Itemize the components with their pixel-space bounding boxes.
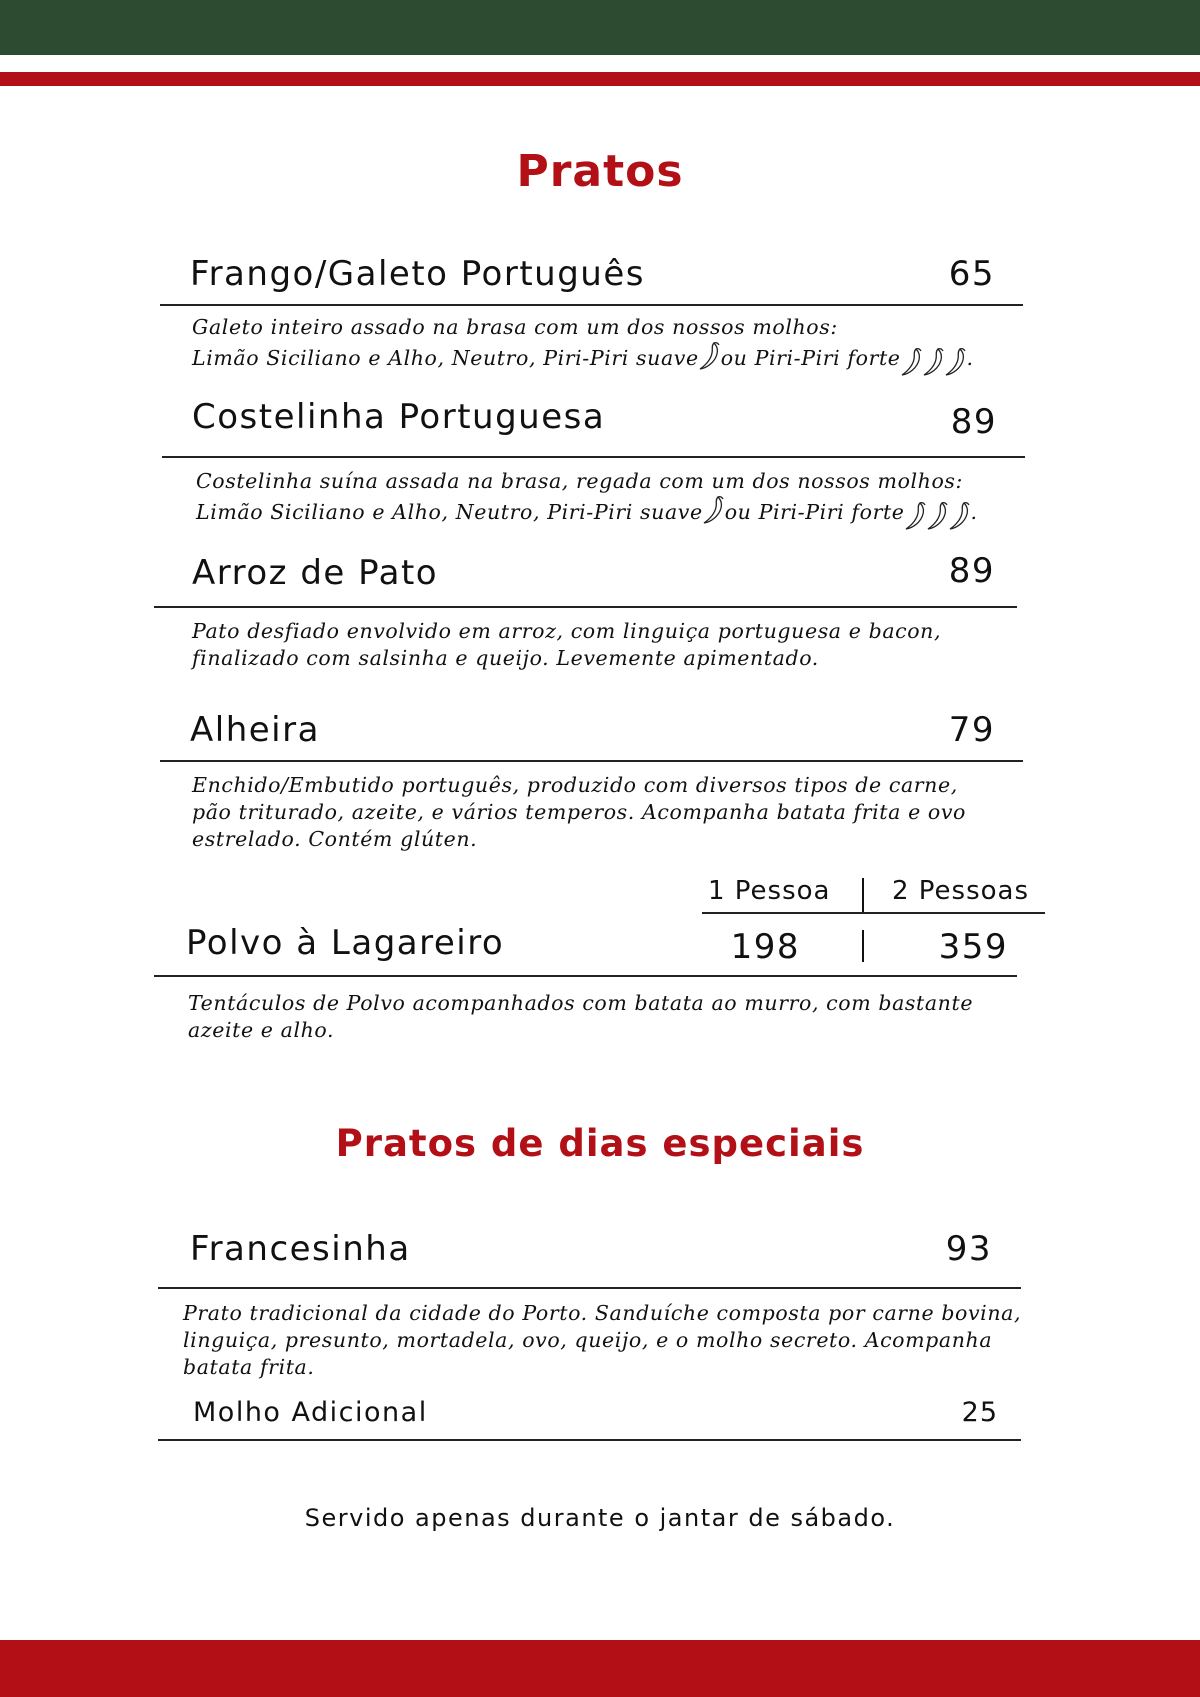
description-line: azeite e alho. bbox=[188, 1018, 335, 1042]
dish-divider bbox=[158, 1287, 1021, 1289]
dish-name-costelinha: Costelinha Portuguesa bbox=[192, 397, 606, 437]
description-text: . bbox=[970, 500, 978, 524]
description-line: pão triturado, azeite, e vários temperos. Acompanha batata frita e ovo bbox=[192, 800, 966, 824]
dish-name-frango: Frango/Galeto Português bbox=[190, 254, 645, 294]
section-title-especiais: Pratos de dias especiais bbox=[335, 1122, 865, 1165]
dish-description-alheira bbox=[192, 772, 966, 853]
description-text: . bbox=[966, 346, 974, 370]
dish-description-polvo bbox=[188, 990, 973, 1044]
dish-price-costelinha: 89 bbox=[950, 402, 997, 442]
column-separator bbox=[862, 930, 864, 962]
chili-pepper-icon bbox=[697, 341, 723, 371]
bottom-red-band bbox=[0, 1640, 1200, 1697]
dish-price-arroz-de-pato: 89 bbox=[948, 551, 995, 591]
dish-price-polvo-2-pessoas: 359 bbox=[938, 927, 1008, 967]
description-line: Pato desfiado envolvido em arroz, com linguiça portuguesa e bacon, bbox=[192, 619, 942, 643]
dish-description-francesinha bbox=[183, 1300, 1021, 1381]
dish-name-polvo: Polvo à Lagareiro bbox=[186, 923, 505, 963]
dish-divider bbox=[154, 606, 1017, 608]
dish-name-arroz-de-pato: Arroz de Pato bbox=[192, 553, 439, 593]
dish-price-frango: 65 bbox=[948, 254, 995, 294]
top-red-stripe bbox=[0, 72, 1200, 86]
dish-price-francesinha: 93 bbox=[945, 1229, 992, 1269]
extra-divider bbox=[158, 1439, 1021, 1441]
description-line: finalizado com salsinha e queijo. Levemente apimentado. bbox=[192, 646, 819, 670]
description-text: ou Piri-Piri forte bbox=[724, 500, 905, 524]
dish-name-francesinha: Francesinha bbox=[190, 1229, 411, 1269]
column-head-2-pessoas: 2 Pessoas bbox=[892, 876, 1030, 906]
dish-description-costelinha bbox=[196, 468, 978, 532]
column-separator bbox=[862, 878, 864, 912]
dish-divider bbox=[160, 760, 1023, 762]
extra-price-molho: 25 bbox=[961, 1397, 998, 1428]
chili-pepper-group bbox=[901, 347, 967, 378]
top-green-band bbox=[0, 0, 1200, 55]
description-line: Galeto inteiro assado na brasa com um dos nossos molhos: bbox=[192, 315, 838, 339]
description-line: Enchido/Embutido português, produzido com diversos tipos de carne, bbox=[192, 773, 958, 797]
description-line bbox=[196, 495, 978, 532]
dish-price-alheira: 79 bbox=[948, 710, 995, 750]
description-line: batata frita. bbox=[183, 1355, 315, 1379]
description-text: ou Piri-Piri forte bbox=[720, 346, 901, 370]
description-text: Limão Siciliano e Alho, Neutro, Piri-Piri suave bbox=[192, 346, 699, 370]
chili-pepper-group bbox=[905, 501, 971, 532]
dish-name-alheira: Alheira bbox=[190, 710, 320, 750]
dish-description-arroz-de-pato bbox=[192, 618, 941, 672]
description-text: Limão Siciliano e Alho, Neutro, Piri-Piri suave bbox=[196, 500, 703, 524]
chili-pepper-icon bbox=[947, 501, 973, 531]
description-line: Tentáculos de Polvo acompanhados com batata ao murro, com bastante bbox=[188, 991, 974, 1015]
column-head-1-pessoa: 1 Pessoa bbox=[708, 876, 831, 906]
chili-pepper-icon bbox=[943, 347, 969, 377]
column-head-divider bbox=[702, 912, 1045, 914]
description-line: estrelado. Contém glúten. bbox=[192, 827, 478, 851]
description-line: Costelinha suína assada na brasa, regada com um dos nossos molhos: bbox=[196, 469, 964, 493]
section-title-pratos: Pratos bbox=[516, 146, 684, 197]
dish-divider bbox=[160, 304, 1023, 306]
description-line: Prato tradicional da cidade do Porto. Sanduíche composta por carne bovina, bbox=[183, 1301, 1022, 1325]
dish-description-frango bbox=[192, 314, 974, 378]
description-line: linguiça, presunto, mortadela, ovo, queijo, e o molho secreto. Acompanha bbox=[183, 1328, 993, 1352]
footnote-saturday: Servido apenas durante o jantar de sábado. bbox=[304, 1504, 896, 1532]
description-line bbox=[192, 341, 974, 378]
dish-divider bbox=[154, 975, 1017, 977]
chili-pepper-icon bbox=[701, 495, 727, 525]
dish-price-polvo-1-pessoa: 198 bbox=[730, 927, 800, 967]
extra-name-molho: Molho Adicional bbox=[193, 1397, 428, 1428]
dish-divider bbox=[162, 456, 1025, 458]
